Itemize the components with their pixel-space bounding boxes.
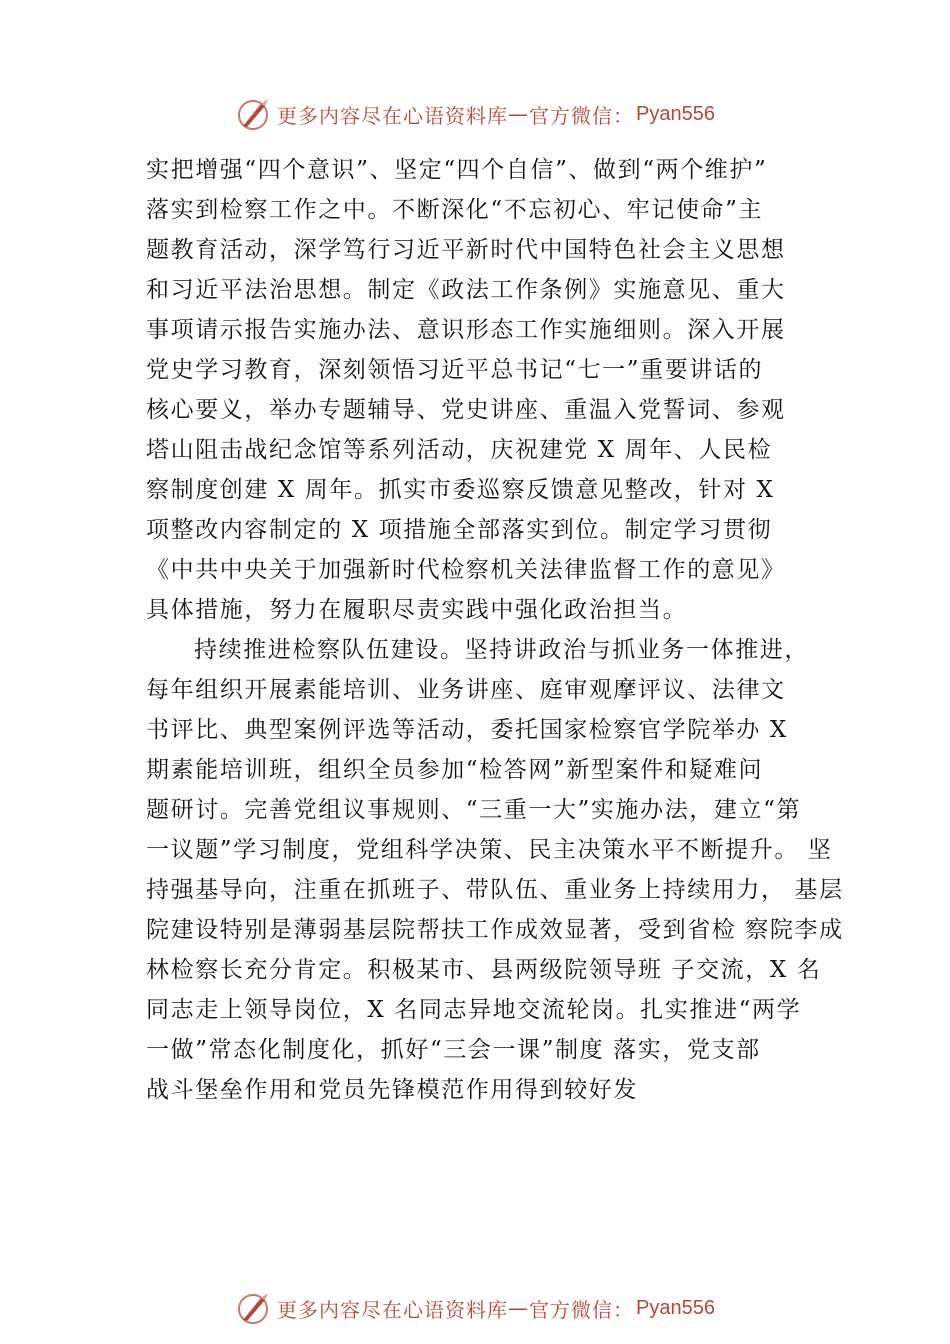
text-line: 期素能培训班，组织全员参加“检答网”新型案件和疑难问: [146, 757, 764, 783]
header-wechat-id: Pyan556: [636, 102, 715, 125]
text-line: 项整改内容制定的 X 项措施全部落实到位。制定学习贯彻: [146, 517, 773, 543]
text-line: 院建设特别是薄弱基层院帮扶工作成效显著，受到省检 察院李成: [146, 917, 844, 943]
page-footer: [0, 1286, 950, 1330]
footer-brand-text: 更多内容尽在心语资料库: [277, 1297, 509, 1322]
quill-pen-logo-icon: [235, 1290, 271, 1326]
text-line: 题教育活动，深学笃行习近平新时代中国特色社会主义思想: [146, 237, 786, 263]
text-line: 察制度创建 X 周年。抓实市委巡察反馈意见整改，针对 X: [146, 477, 775, 503]
footer-wechat-id: Pyan556: [636, 1296, 715, 1319]
header-brand-text: 更多内容尽在心语资料库: [277, 103, 509, 128]
document-body: [146, 150, 844, 1110]
text-line: 党史学习教育，深刻领悟习近平总书记“七一”重要讲话的: [146, 357, 764, 383]
text-line: 《中共中央关于加强新时代检察机关法律监督工作的意见》: [146, 557, 786, 583]
text-line: 事项请示报告实施办法、意识形态工作实施细则。深入开展: [146, 317, 786, 343]
quill-pen-logo-icon: [235, 96, 271, 132]
page-header: [0, 92, 950, 136]
text-line: 实把增强“四个意识”、坚定“四个自信”、做到“两个维护”: [146, 157, 768, 183]
paragraph-1: [146, 150, 828, 630]
text-line: 同志走上领导岗位，X 名同志异地交流轮岗。扎实推进“两学: [146, 997, 802, 1023]
text-line: 持续推进检察队伍建设。坚持讲政治与抓业务一体推进，: [194, 637, 809, 663]
text-line: 每年组织开展素能培训、业务讲座、庭审观摩评议、法律文: [146, 677, 786, 703]
text-line: 书评比、典型案例评选等活动，委托国家检察官学院举办 X: [146, 717, 788, 743]
text-line: 落实到检察工作之中。不断深化“不忘初心、牢记使命”主: [146, 197, 764, 223]
text-line: 战斗堡垒作用和党员先锋模范作用得到较好发: [146, 1077, 638, 1103]
paragraph-2: [146, 630, 844, 1110]
text-line: 林检察长充分肯定。积极某市、县两级院领导班 子交流，X 名: [146, 957, 822, 983]
text-line: 具体措施，努力在履职尽责实践中强化政治担当。: [146, 597, 688, 623]
footer-dash: —: [508, 1296, 530, 1320]
header-dash: —: [508, 102, 530, 126]
text-line: 核心要义，举办专题辅导、党史讲座、重温入党誓词、参观: [146, 397, 786, 423]
text-line: 持强基导向，注重在抓班子、带队伍、重业务上持续用力， 基层: [146, 877, 844, 903]
text-line: 塔山阻击战纪念馆等系列活动，庆祝建党 X 周年、人民检: [146, 437, 773, 463]
header-official-label: 官方微信：: [529, 103, 635, 128]
text-line: 一议题”学习制度，党组科学决策、民主决策水平不断提升。 坚: [146, 837, 833, 863]
text-line: 题研讨。完善党组议事规则、“三重一大”实施办法，建立“第: [146, 797, 802, 823]
text-line: 一做”常态化制度化，抓好“三会一课”制度 落实，党支部: [146, 1037, 761, 1063]
footer-official-label: 官方微信：: [529, 1297, 635, 1322]
text-line: 和习近平法治思想。制定《政法工作条例》实施意见、重大: [146, 277, 786, 303]
